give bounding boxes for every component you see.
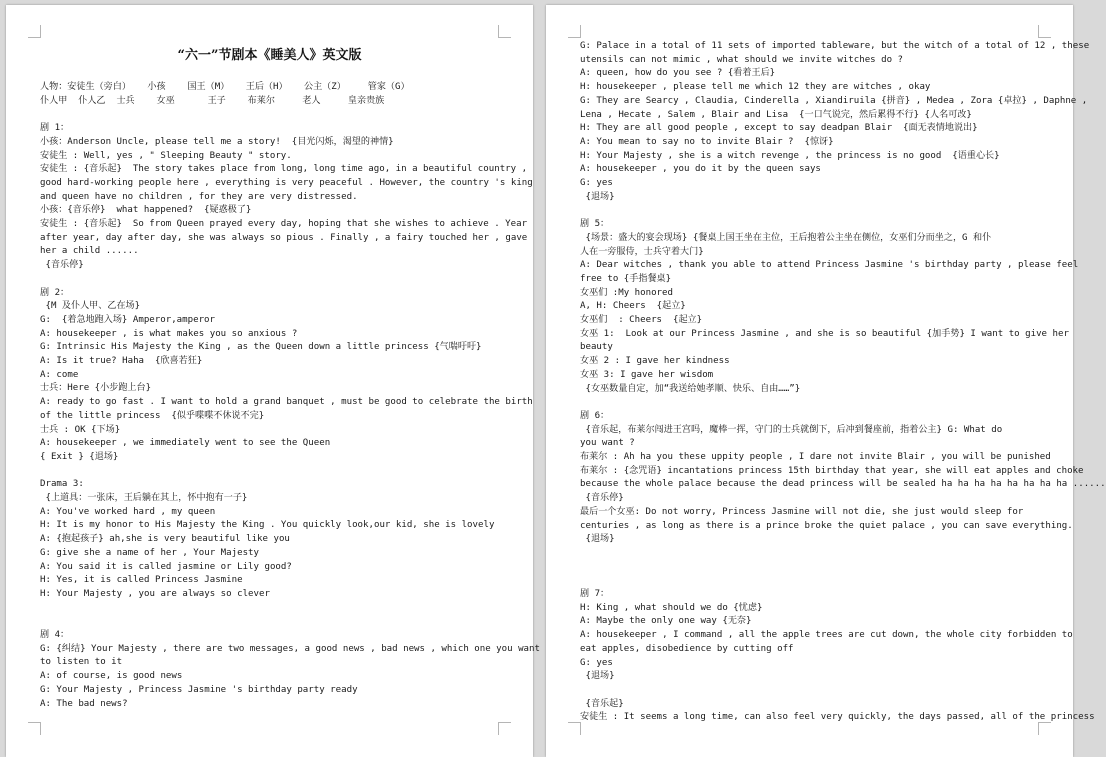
text-line: {退场} (580, 671, 615, 682)
text-line: A: housekeeper , I command , all the apple trees are cut down, the whole city forbidden to (580, 630, 1073, 641)
text-line: H: It is my honor to His Majesty the King . You quickly look,our kid, she is lovely (40, 520, 495, 531)
text-line: 剧 2： (40, 287, 70, 298)
text-line: 安徒生 : {音乐起} So from Queen prayed every day, hoping that she wishes to achieve . Year (40, 219, 528, 229)
text-line: G: Palace in a total of 11 sets of imported tableware, but the witch of a total of 12 , these (580, 41, 1090, 51)
text-line: 人物：安徒生（旁白） 小孩 国王（M） 王后（H） 公主（Z） 管家（G） (40, 82, 410, 92)
text-line: G: Intrinsic His Majesty the King , as the Queen down a little princess {气喘吁吁} (40, 342, 482, 353)
document-title: “六一”节剧本《睡美人》英文版 (177, 48, 362, 63)
text-line: A: housekeeper , is what makes you so anxious ? (40, 328, 298, 339)
text-line: 剧 7： (580, 589, 610, 599)
text-line: of the little princess {似乎喋喋不休说不完} (40, 410, 265, 421)
text-line: A: Maybe the only one way {无奈} (580, 616, 752, 627)
text-line: centuries , as long as there is a prince broke the quiet palace , you can save everything. (580, 520, 1073, 531)
text-line: because the whole palace because the dead princess will be sealed ha ha ha ha ha ha ha ha ...... (580, 479, 1106, 490)
text-line: {音乐起，布莱尔闯进王宫吗，魔棒一挥，守门的士兵就倒下，后冲到餐座前，指着公主} G: What do (580, 424, 1003, 435)
text-line: A: {抱起孩子} ah,she is very beautiful like you (40, 534, 290, 545)
text-line: H: housekeeper , please tell me which 12 they are witches , okay (580, 82, 931, 93)
text-line: {音乐停} (580, 493, 624, 504)
text-line: 剧 4： (40, 630, 70, 640)
text-line: {退场} (580, 534, 615, 545)
text-line: A: queen, how do you see ? {看着王后} (580, 68, 776, 79)
text-line: 女巫 2 : I gave her kindness (580, 356, 730, 367)
text-line: after year, day after day, she was always so pious . Finally , a fairy touched her , gave (40, 232, 528, 243)
text-line: 女巫们 :My honored (580, 287, 673, 298)
text-line: good hard-working people here , everything is very peaceful . However, the country 's king (40, 177, 533, 188)
text-line: 女巫们 : Cheers {起立} (580, 315, 703, 325)
text-line: her a child ...... (40, 246, 139, 257)
text-line: A, H: Cheers {起立} (580, 301, 686, 312)
text-line: 女巫 3: I gave her wisdom (580, 369, 714, 380)
text-line: H: King , what should we do {忧虑} (580, 602, 763, 613)
text-line: {上道具：一张床，王后躺在其上，怀中抱有一子} (40, 493, 248, 503)
crop-mark (498, 722, 511, 735)
text-line: utensils can not mimic , what should we invite witches do ? (580, 54, 904, 65)
text-line: A: of course, is good news (40, 671, 183, 682)
text-line: G: Your Majesty , Princess Jasmine 's birthday party ready (40, 684, 358, 695)
text-line: A: You said it is called jasmine or Lily good? (40, 561, 292, 572)
text-line: 安徒生 : {音乐起} The story takes place from long, long time ago, in a beautiful country , (40, 164, 528, 175)
text-line: A: You mean to say no to invite Blair ? {惊讶} (580, 136, 834, 147)
text-line: G: give she a name of her , Your Majesty (40, 547, 259, 558)
text-line: 剧 5： (580, 219, 610, 230)
text-line: and queen have no children , for they are very distressed. (40, 191, 358, 202)
text-line: A: You've worked hard , my queen (40, 506, 216, 517)
text-line: A: Is it true? Haha {欣喜若狂} (40, 356, 203, 366)
text-line: 士兵：Here {小步跑上台} (40, 383, 152, 394)
text-line: 布莱尔 : Ah ha you these uppity people , I dare not invite Blair , you will be punished (580, 452, 1051, 462)
text-line: 剧 6： (580, 410, 610, 421)
text-line: 士兵 : OK {下场} (40, 424, 121, 435)
text-line: H: Your Majesty , she is a witch revenge , the princess is no good {语重心长} (580, 150, 1000, 161)
text-line: H: Yes, it is called Princess Jasmine (40, 575, 243, 586)
text-line: A: Dear witches , thank you able to attend Princess Jasmine 's birthday party , please feel (580, 260, 1079, 271)
text-line: {音乐停} (40, 260, 84, 271)
text-line: A: come (40, 369, 79, 380)
crop-mark (28, 25, 41, 38)
text-line: {女巫数量自定，加“我送给她孝顺、快乐、自由……”} (580, 383, 801, 394)
document-page-right (546, 5, 1106, 757)
text-line: 小孩：{音乐停} what happened? {疑惑极了} (40, 205, 252, 216)
text-line: 安徒生 : Well, yes , " Sleeping Beauty " story. (40, 150, 292, 161)
text-line: G: yes (580, 178, 613, 188)
text-line: 女巫 1: Look at our Princess Jasmine , and she is so beautiful {加手势} I want to give her (580, 328, 1069, 339)
text-line: free to {手指餐桌} (580, 273, 672, 284)
text-line: 安徒生 : It seems a long time, can also feel very quickly, the days passed, all of the princess (580, 712, 1095, 723)
text-line: Lena , Hecate , Salem , Blair and Lisa {一口气说完，然后累得不行} {人名可改} (580, 109, 972, 120)
crop-mark (498, 25, 511, 38)
text-line: A: The bad news? (40, 698, 128, 709)
crop-mark (1038, 25, 1051, 38)
text-line: { Exit } {退场} (40, 451, 119, 462)
text-line: {M 及仆人甲、乙在场} (40, 301, 141, 312)
text-line: Drama 3: (40, 479, 84, 490)
text-line: {音乐起} (580, 698, 624, 709)
text-line: eat apples, disobedience by cutting off (580, 643, 794, 654)
document-page-left (6, 5, 540, 757)
text-line: A: housekeeper , you do it by the queen says (580, 164, 821, 175)
text-line: G: {着急地跑入场} Amperor,amperor (40, 314, 216, 325)
text-line: 布莱尔 : {念咒语} incantations princess 15th birthday that year, she will eat apples and choke (580, 465, 1084, 476)
text-line: H: Your Majesty , you are always so clever (40, 588, 270, 599)
text-line: A: ready to go fast . I want to hold a grand banquet , must be good to celebrate the birth (40, 397, 533, 408)
text-line: G: They are Searcy , Claudia, Cinderella , Xiandiruila {拼音} , Medea , Zora {卓拉} , Daphne , (580, 95, 1088, 106)
text-line: 仆人甲 仆人乙 士兵 女巫 王子 布莱尔 老人 皇亲贵族 (40, 95, 385, 106)
text-line: {场景：盛大的宴会现场} {餐桌上国王坐在主位，王后抱着公主坐在侧位，女巫们分而坐之，G 和仆 (580, 232, 992, 243)
text-line: 人在一旁服侍，士兵守着大门} (580, 246, 704, 257)
text-line: you want ? (580, 438, 635, 449)
text-line: 剧 1： (40, 123, 70, 134)
text-line: to listen to it (40, 657, 123, 668)
text-line: H: They are all good people , except to say deadpan Blair {面无表情地说出} (580, 123, 978, 134)
text-line: beauty (580, 342, 613, 353)
crop-mark (28, 722, 41, 735)
text-line: 最后一个女巫: Do not worry, Princess Jasmine will not die, she just would sleep for (580, 506, 1024, 517)
crop-mark (568, 25, 581, 38)
text-line: {退场} (580, 191, 615, 202)
text-line: A: housekeeper , we immediately went to see the Queen (40, 438, 331, 449)
text-line: 小孩：Anderson Uncle, please tell me a story! {目光闪烁，渴望的神情} (40, 136, 394, 147)
text-line: G: yes (580, 657, 613, 668)
text-line: G: {纠结} Your Majesty , there are two messages, a good news , bad news , which one you want (40, 643, 540, 654)
